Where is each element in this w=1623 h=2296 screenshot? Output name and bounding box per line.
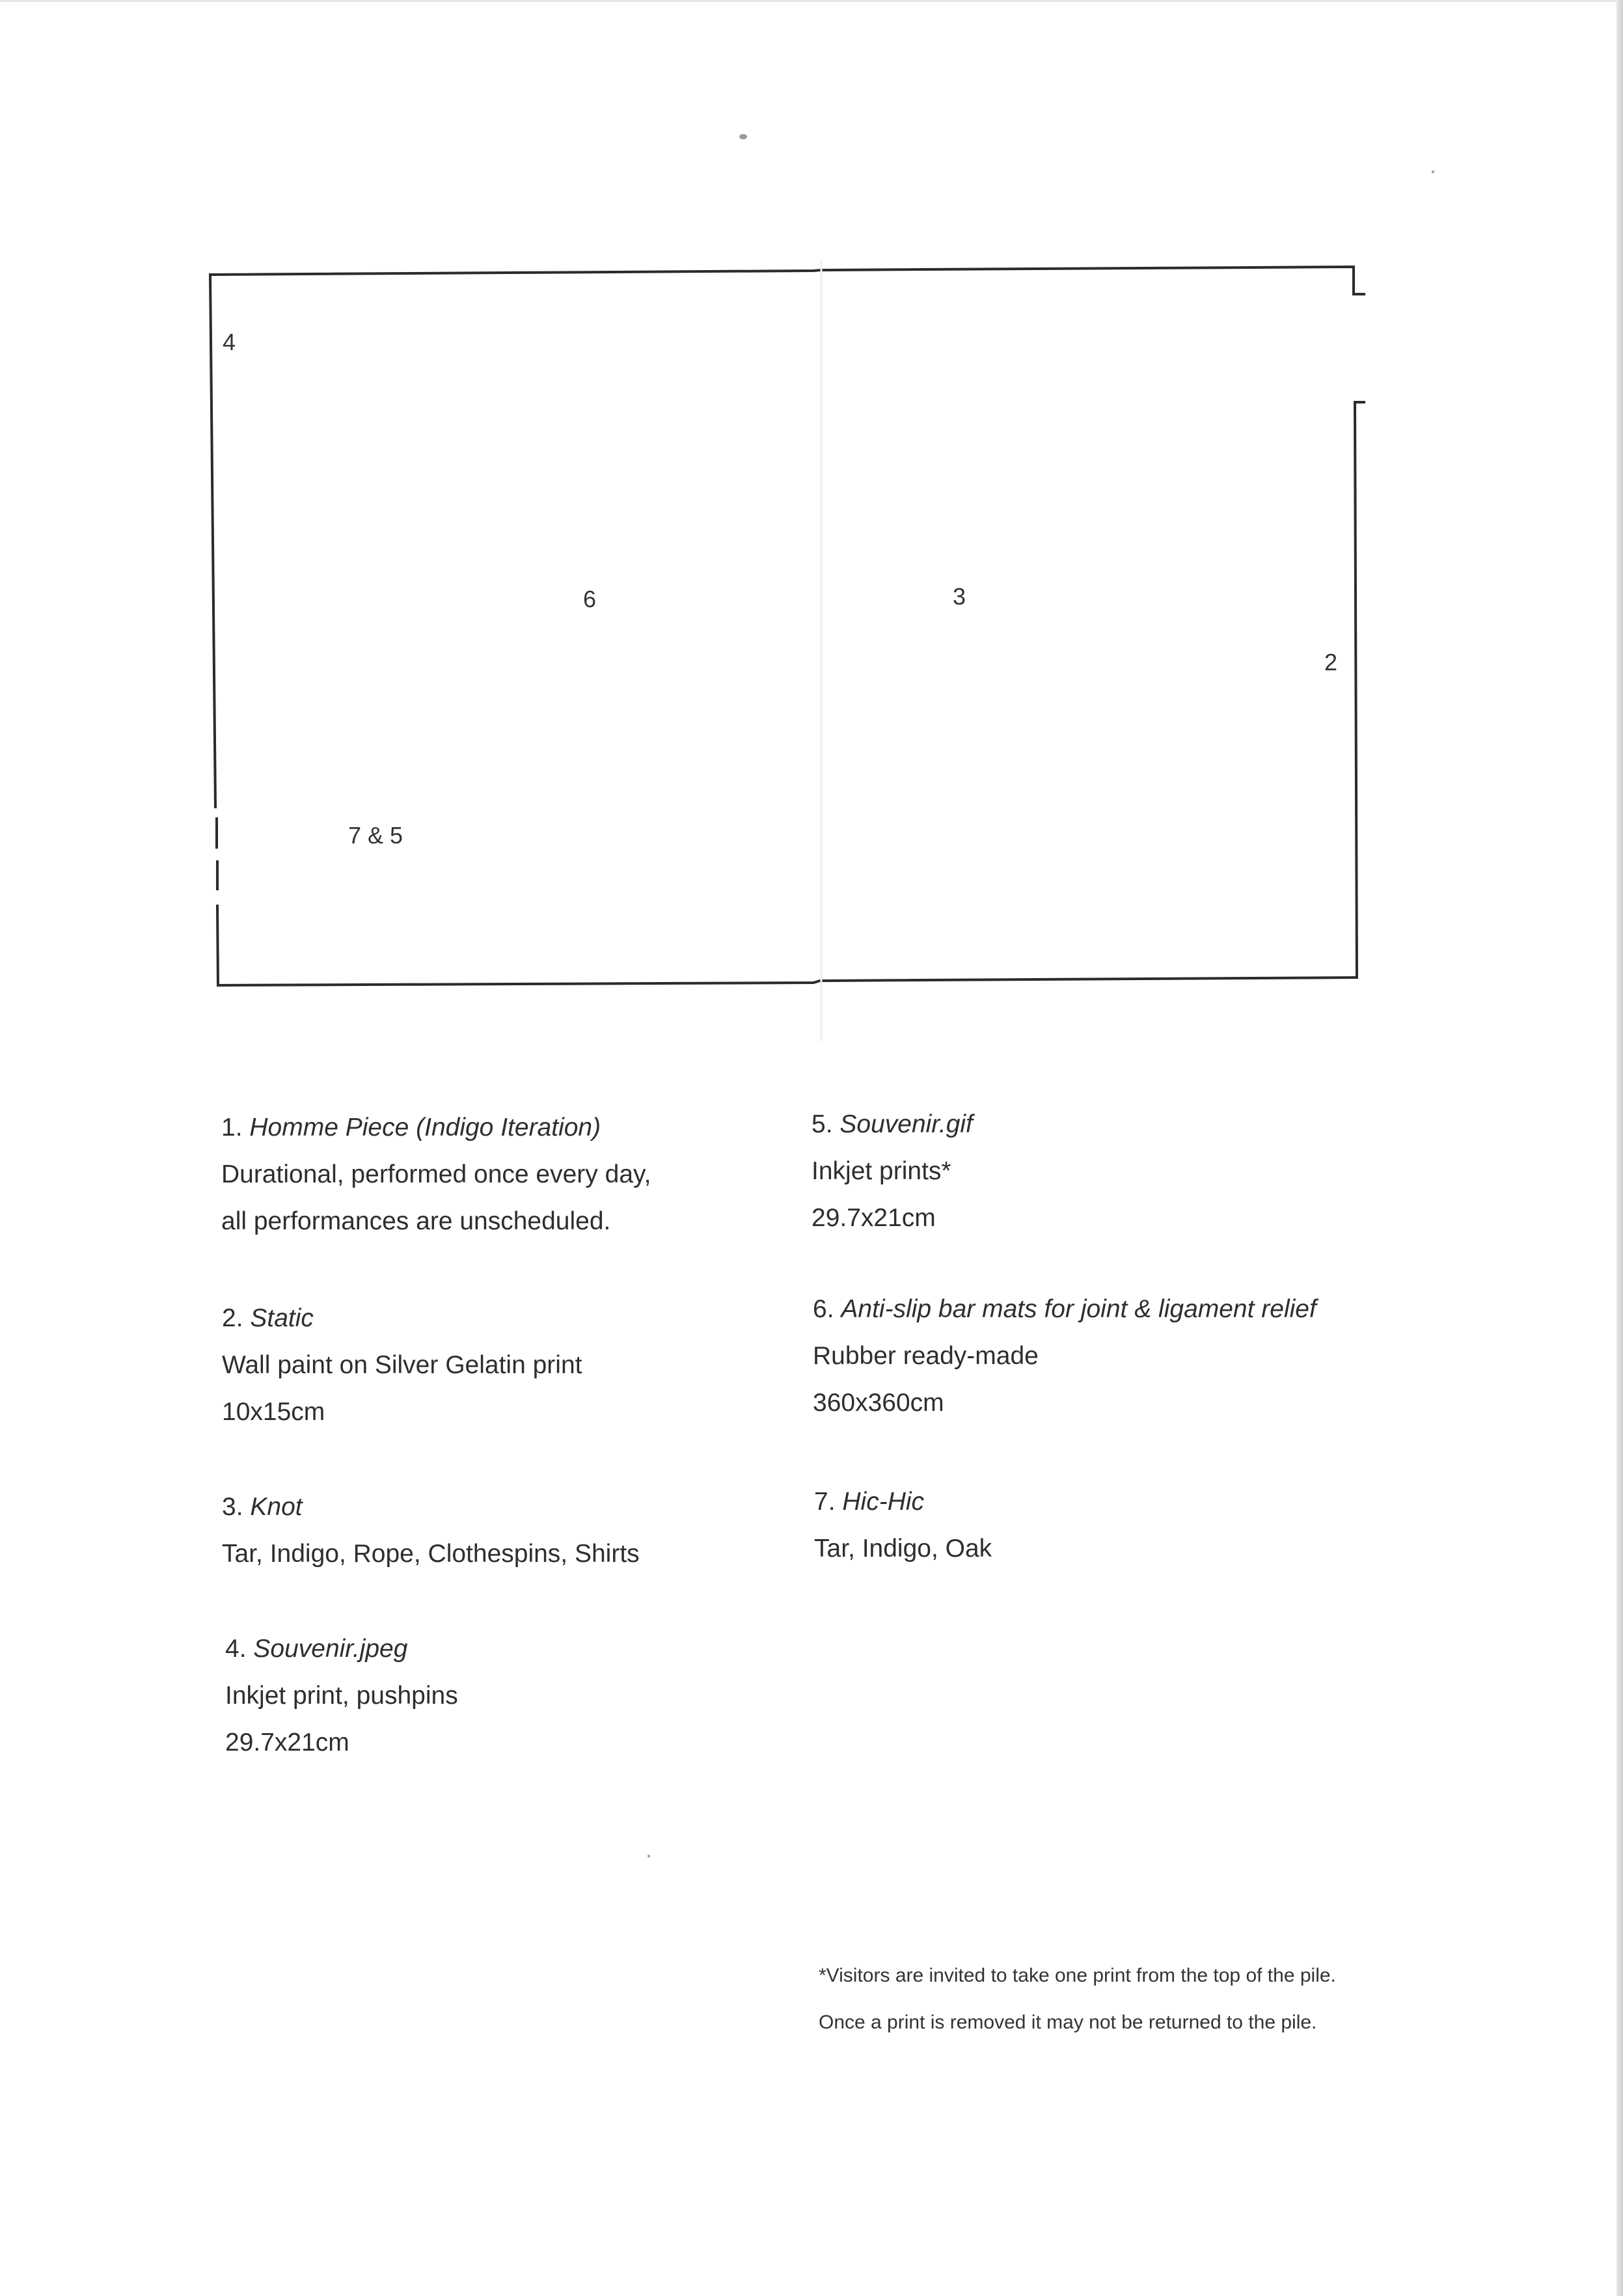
work-detail: 360x360cm xyxy=(813,1389,944,1417)
work-title: Souvenir.gif xyxy=(839,1110,973,1138)
footnote-line: Once a print is removed it may not be returned to the pile. xyxy=(819,2012,1317,2033)
work-detail: Wall paint on Silver Gelatin print xyxy=(222,1351,582,1379)
work-number: 2. xyxy=(222,1304,243,1332)
plan-label-3: 3 xyxy=(953,583,966,610)
work-detail: Inkjet prints* xyxy=(812,1157,951,1185)
work-title: Homme Piece (Indigo Iteration) xyxy=(249,1114,601,1141)
work-detail: Durational, performed once every day, xyxy=(221,1160,651,1188)
work-title-line xyxy=(814,1479,992,1525)
work-entry-1 xyxy=(221,1104,651,1245)
work-entry-7 xyxy=(814,1479,992,1572)
work-detail: 29.7x21cm xyxy=(812,1204,936,1232)
work-title: Souvenir.jpeg xyxy=(253,1635,408,1663)
work-detail: Tar, Indigo, Rope, Clothespins, Shirts xyxy=(222,1540,640,1568)
work-title-line xyxy=(222,1295,582,1342)
work-number: 7. xyxy=(814,1488,836,1516)
work-title: Static xyxy=(250,1304,314,1332)
plan-wall-left-upper xyxy=(210,275,215,807)
work-number: 1. xyxy=(221,1114,243,1141)
work-detail: Tar, Indigo, Oak xyxy=(814,1535,992,1563)
work-number: 3. xyxy=(222,1493,243,1521)
plan-wall-bottom xyxy=(218,977,1357,985)
work-number: 4. xyxy=(225,1635,247,1663)
work-title-line xyxy=(221,1104,651,1151)
work-number: 5. xyxy=(812,1110,833,1138)
plan-label-6: 6 xyxy=(583,586,597,612)
work-entry-5 xyxy=(812,1101,973,1242)
plan-label-2: 2 xyxy=(1324,649,1338,676)
work-detail: 10x15cm xyxy=(222,1398,325,1426)
work-title-line xyxy=(812,1101,973,1148)
plan-wall-right xyxy=(1355,402,1364,977)
work-title: Knot xyxy=(250,1493,303,1521)
work-detail: Rubber ready-made xyxy=(813,1342,1039,1370)
work-entry-4 xyxy=(225,1626,458,1766)
work-title: Anti-slip bar mats for joint & ligament relief xyxy=(841,1295,1316,1323)
plan-label-7-and-5: 7 & 5 xyxy=(348,822,403,849)
footnote xyxy=(819,1952,1336,2046)
footnote-line: *Visitors are invited to take one print from the top of the pile. xyxy=(819,1965,1336,1986)
work-detail: Inkjet print, pushpins xyxy=(225,1682,458,1710)
work-title-line xyxy=(225,1626,458,1673)
work-title-line xyxy=(813,1286,1316,1333)
work-number: 6. xyxy=(813,1295,834,1323)
work-detail: 29.7x21cm xyxy=(225,1729,349,1756)
floor-plan-diagram xyxy=(0,0,1623,1041)
plan-wall-top xyxy=(210,267,1364,294)
plan-wall-left-lower xyxy=(217,906,218,985)
work-detail: all performances are unscheduled. xyxy=(221,1207,611,1235)
work-title-line xyxy=(222,1484,640,1531)
plan-label-4: 4 xyxy=(223,329,236,355)
work-entry-6 xyxy=(813,1286,1316,1427)
work-entry-3 xyxy=(222,1484,640,1578)
work-entry-2 xyxy=(222,1295,582,1436)
work-title: Hic-Hic xyxy=(842,1488,925,1516)
scan-speck xyxy=(648,1855,650,1857)
